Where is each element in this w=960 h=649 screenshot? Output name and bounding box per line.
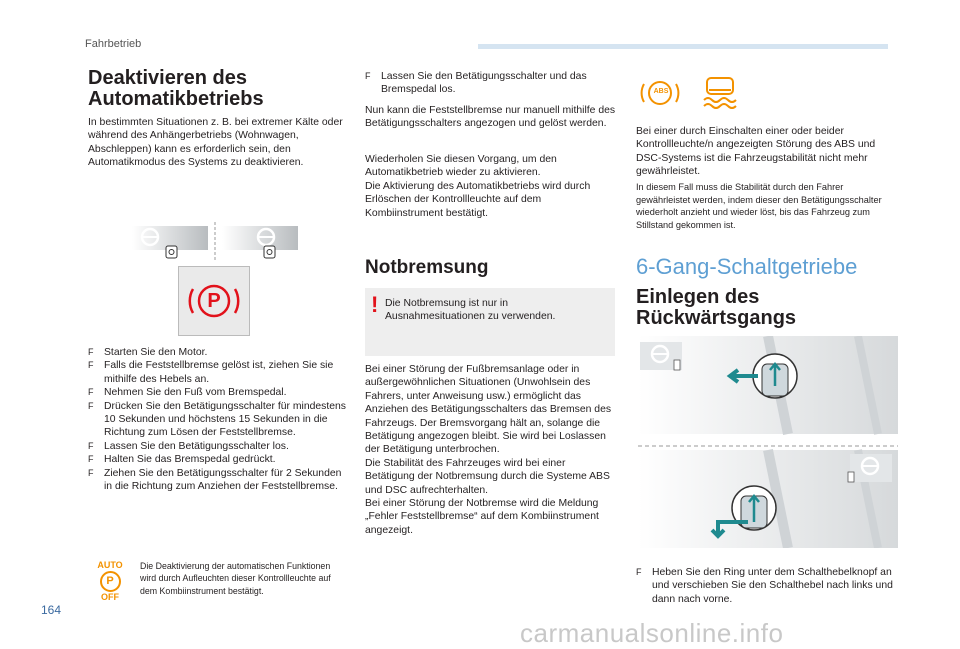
warning-text: Die Notbremsung ist nur in Ausnahmesituationen zu verwenden. (385, 298, 556, 323)
list-item: F Starten Sie den Motor. (88, 346, 346, 359)
title-emergency-braking: Notbremsung (365, 257, 489, 278)
reactivate-paragraph: Wiederholen Sie diesen Vorgang, um den Automatikbetrieb wieder zu aktivieren. Die Aktivierung des Automatikbetriebs wird durch Erlöschen der Kontrollleuchte auf dem Kombiinstrument bestätigt. (365, 154, 591, 219)
intro-paragraph: In bestimmten Situationen z. B. bei extremer Kälte oder während des Anhängerbetriebs (Wohnwagen, Abschleppen) kann es erforderlich sein, den Automatikmodus des Systems zu deaktivieren. (88, 117, 343, 169)
list-item: F Halten Sie das Bremspedal gedrückt. (88, 453, 346, 466)
abs-label: ABS (653, 88, 669, 95)
dsc-icon (704, 78, 736, 108)
reverse-gear-step (636, 566, 898, 606)
parking-brake-indicator (178, 266, 250, 336)
title-deactivate-automatic: Deaktivieren des Automatikbetriebs (88, 67, 264, 110)
page-number: 164 (41, 603, 62, 617)
list-item: F Drücken Sie den Betätigungsschalter für mindestens 10 Sekunden und höchstens 15 Sekunden in die Richtung zum Lösen der Feststellbremse. (88, 400, 346, 440)
list-item: F Nehmen Sie den Fuß vom Bremspedal. (88, 386, 346, 399)
emergency-braking-paragraph: Bei einer Störung der Fußbremsanlage oder in außergewöhnlichen Situationen (Unwohlsein des Fahrers, unter Anweisung usw.) ermöglicht das Anziehen des Betätigungsschalters das Bremsen des Fahrzeugs. Der Bremsvorgang hält an, solange die Betätigung angezogen bleibt. Sie wird bei Loslassen der Betätigung unterbrochen. Die Stabilität des Fahrzeuges wird bei einer Betätigung der Notbremsung durch die Systeme ABS und DSC aufrechterhalten. Bei einer Störung der Notbremse wird die Meldung „Fehler Feststellbremse“ auf dem Kombiinstrument angezeigt. (365, 364, 612, 536)
header-bar (478, 44, 888, 49)
section-title-gearbox: 6-Gang-Schaltgetriebe (636, 254, 858, 279)
warning-notice (365, 288, 615, 356)
release-step (365, 70, 615, 97)
warning-icon: ! (371, 292, 379, 317)
abs-dsc-paragraph: Bei einer durch Einschalten einer oder beider Kontrollleuchte/n angezeigten Störung des ABS und DSC-Systems ist die Fahrzeugstabilität nicht mehr gewährleistet. (636, 126, 876, 178)
stability-paragraph: In diesem Fall muss die Stabilität durch den Fahrer gewährleistet werden, indem dieser den Betätigungsschalter wiederholt anzieht und wieder löst, bis das Fahrzeug zum Stillstand gekommen ist. (636, 182, 882, 230)
title-reverse-gear: Einlegen des Rückwärtsgangs (636, 286, 797, 329)
deactivate-steps-list (88, 346, 346, 493)
parking-brake-label: P (207, 290, 221, 312)
list-item: F Falls die Feststellbremse gelöst ist, ziehen Sie sie mithilfe des Hebels an. (88, 359, 346, 386)
reverse-gear-illustration (638, 336, 898, 548)
manual-brake-paragraph: Nun kann die Feststellbremse nur manuell mithilfe des Betätigungsschalters angezogen und gelöst werden. (365, 105, 616, 130)
list-item: F Heben Sie den Ring unter dem Schalthebelknopf an und verschieben Sie den Schalthebel nach links und dann nach vorne. (636, 566, 898, 606)
auto-p-off-icon: AUTO P OFF (97, 560, 123, 602)
auto-off-note: Die Deaktivierung der automatischen Funktionen wird durch Aufleuchten dieser Kontrollleuchte auf dem Kombiinstrument bestätigt. (140, 561, 331, 596)
list-item: F Ziehen Sie den Betätigungsschalter für 2 Sekunden in die Richtung zum Anziehen der Feststellbremse. (88, 467, 346, 494)
list-item: F Lassen Sie den Betätigungsschalter los. (88, 440, 346, 453)
section-header: Fahrbetrieb (85, 38, 142, 50)
watermark: carmanualsonline.info (520, 618, 784, 648)
steering-wheel-illustration (132, 220, 302, 262)
list-item: F Lassen Sie den Betätigungsschalter und das Bremspedal los. (365, 70, 615, 97)
